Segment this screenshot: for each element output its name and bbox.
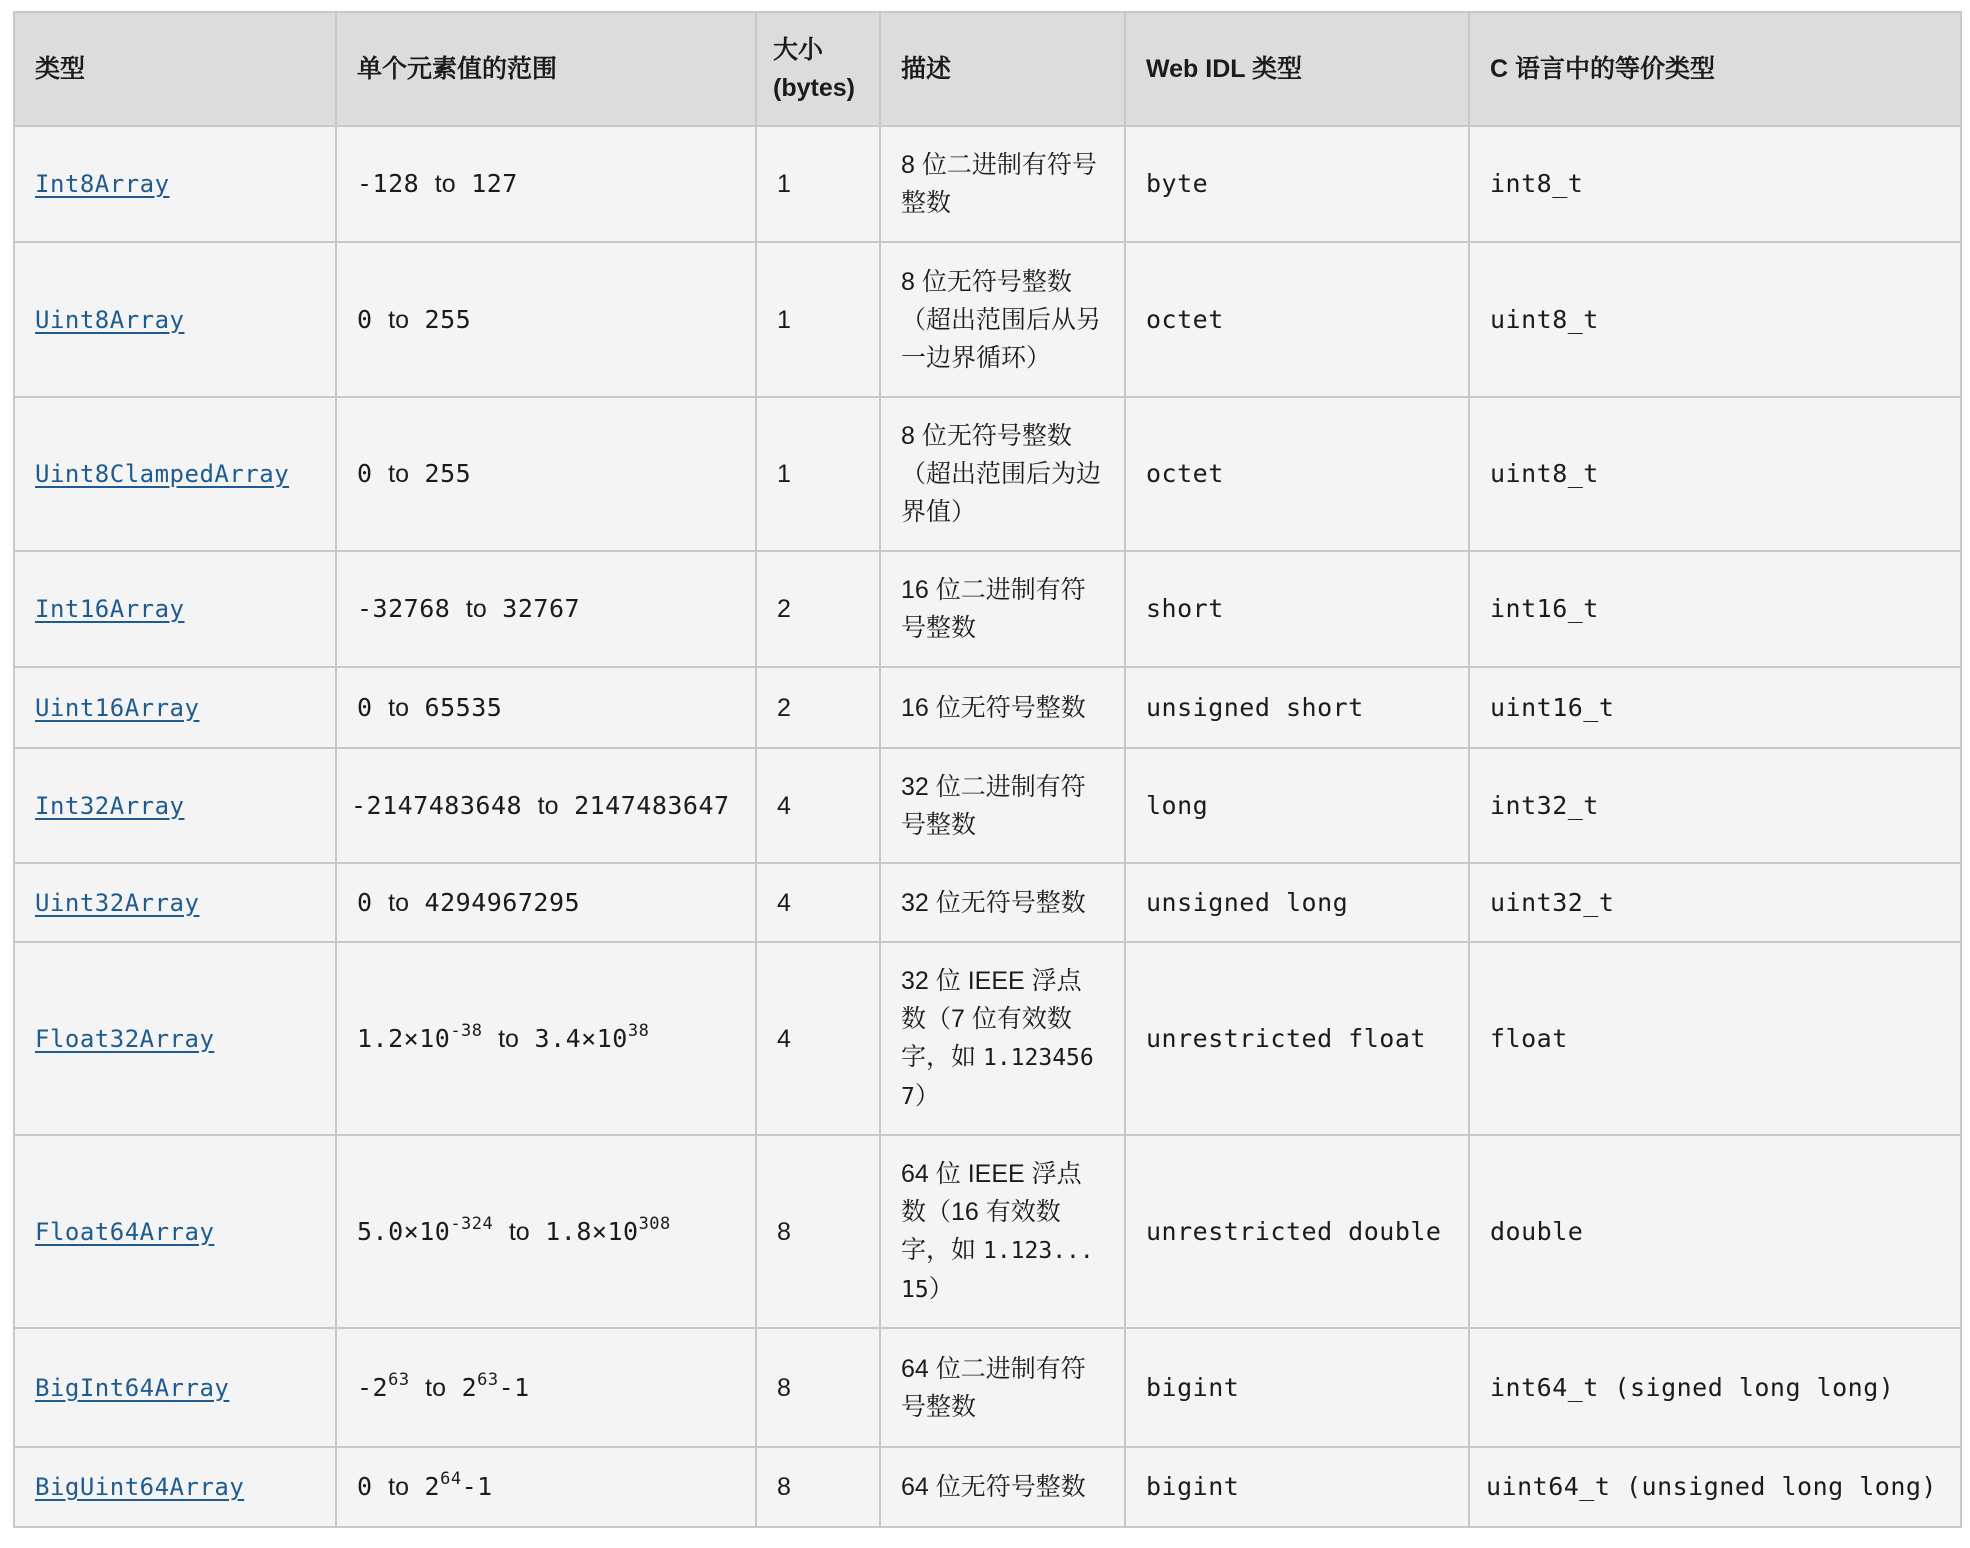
- range-cell: [336, 1135, 756, 1328]
- description-cell: 64 位无符号整数: [880, 1447, 1125, 1527]
- webidl-cell: octet: [1125, 397, 1469, 551]
- range-min: -128: [357, 169, 420, 198]
- size-cell: 8: [756, 1447, 880, 1527]
- range-max-exp: 308: [638, 1213, 671, 1234]
- type-link-uint32array[interactable]: Uint32Array: [35, 888, 200, 917]
- type-link-uint16array[interactable]: Uint16Array: [35, 693, 200, 722]
- description-cell: 32 位无符号整数: [880, 863, 1125, 942]
- range-min: 0: [357, 304, 373, 334]
- type-cell: [14, 942, 336, 1135]
- c-type-cell: int64_t (signed long long): [1469, 1328, 1961, 1447]
- webidl-cell: unsigned short: [1125, 667, 1469, 748]
- description-example: 1.123...15: [901, 1237, 1094, 1303]
- size-cell: 4: [756, 863, 880, 942]
- range-to: to: [537, 791, 559, 820]
- table-row: [14, 126, 1961, 242]
- description-cell: 16 位二进制有符号整数: [880, 551, 1125, 667]
- c-type-cell: int32_t: [1469, 748, 1961, 863]
- c-type-cell: float: [1469, 942, 1961, 1135]
- range-min: 0: [357, 692, 373, 722]
- range-min: 0: [357, 1472, 373, 1501]
- range-min: 0: [357, 459, 373, 488]
- c-type-cell: uint32_t: [1469, 863, 1961, 942]
- range-max-exp: 63: [477, 1369, 499, 1390]
- range-to: to: [465, 595, 487, 623]
- size-cell: 4: [756, 748, 880, 863]
- description-cell: [880, 1135, 1125, 1328]
- webidl-cell: octet: [1125, 242, 1469, 397]
- range-cell: [336, 1447, 756, 1527]
- size-cell: 2: [756, 667, 880, 748]
- size-cell: 8: [756, 1135, 880, 1328]
- c-type-cell: uint64_t (unsigned long long): [1469, 1447, 1961, 1527]
- type-cell: [14, 1135, 336, 1328]
- range-max-base: 3.4×10: [534, 1023, 628, 1053]
- range-max: 32767: [502, 594, 581, 623]
- range-max: 255: [424, 459, 472, 488]
- range-max-exp: 38: [627, 1020, 650, 1041]
- description-text: 32 位 IEEE 浮点数（7 位有效数字，如: [901, 966, 1082, 1071]
- description-close: ）: [914, 1081, 940, 1110]
- typed-array-table: [13, 11, 1962, 1528]
- range-max-base: 1.8×10: [545, 1216, 639, 1246]
- range-to: to: [434, 170, 456, 198]
- range-cell: [336, 126, 756, 242]
- range-min: 0: [357, 887, 373, 917]
- size-cell: 1: [756, 397, 880, 551]
- size-cell: 1: [756, 242, 880, 397]
- description-cell: 16 位无符号整数: [880, 667, 1125, 748]
- type-link-int16array[interactable]: Int16Array: [35, 595, 185, 623]
- range-max: 65535: [424, 692, 503, 722]
- type-cell: [14, 667, 336, 748]
- table-row: [14, 551, 1961, 667]
- range-to: to: [425, 1373, 447, 1402]
- description-cell: [880, 942, 1125, 1135]
- range-max-suffix: -1: [461, 1472, 493, 1501]
- table-row: [14, 1447, 1961, 1527]
- webidl-cell: byte: [1125, 126, 1469, 242]
- type-cell: [14, 748, 336, 863]
- header-webidl: Web IDL 类型: [1125, 12, 1469, 126]
- range-cell: [336, 942, 756, 1135]
- range-min-exp: -324: [450, 1213, 494, 1234]
- header-type: 类型: [14, 12, 336, 126]
- header-c-type: C 语言中的等价类型: [1469, 12, 1961, 126]
- c-type-cell: uint8_t: [1469, 397, 1961, 551]
- range-cell: [336, 748, 756, 863]
- type-cell: [14, 1447, 336, 1527]
- range-cell: [336, 242, 756, 397]
- description-close: ）: [928, 1274, 954, 1303]
- type-cell: [14, 863, 336, 942]
- type-link-bigint64array[interactable]: BigInt64Array: [35, 1373, 230, 1402]
- range-max: 2147483647: [574, 790, 730, 820]
- webidl-cell: unsigned long: [1125, 863, 1469, 942]
- webidl-cell: unrestricted float: [1125, 942, 1469, 1135]
- range-to: to: [498, 1024, 519, 1053]
- table-row: [14, 748, 1961, 863]
- type-link-int8array[interactable]: Int8Array: [35, 170, 170, 198]
- size-cell: 4: [756, 942, 880, 1135]
- type-cell: [14, 126, 336, 242]
- type-link-float32array[interactable]: Float32Array: [35, 1024, 215, 1053]
- table-row: [14, 667, 1961, 748]
- type-cell: [14, 1328, 336, 1447]
- description-text: 64 位 IEEE 浮点数（16 有效数字，如: [901, 1159, 1082, 1264]
- header-range: 单个元素值的范围: [336, 12, 756, 126]
- range-to: to: [388, 460, 409, 488]
- webidl-cell: unrestricted double: [1125, 1135, 1469, 1328]
- c-type-cell: double: [1469, 1135, 1961, 1328]
- range-min-exp: -38: [450, 1020, 483, 1041]
- description-cell: 8 位二进制有符号整数: [880, 126, 1125, 242]
- range-cell: [336, 667, 756, 748]
- range-to: to: [388, 305, 409, 334]
- type-cell: [14, 242, 336, 397]
- type-cell: [14, 551, 336, 667]
- c-type-cell: uint16_t: [1469, 667, 1961, 748]
- header-description: 描述: [880, 12, 1125, 126]
- range-cell: [336, 397, 756, 551]
- c-type-cell: int8_t: [1469, 126, 1961, 242]
- range-max: 4294967295: [424, 887, 581, 917]
- table-row: [14, 397, 1961, 551]
- range-to: to: [388, 693, 409, 722]
- c-type-cell: int16_t: [1469, 551, 1961, 667]
- type-link-biguint64array[interactable]: BigUint64Array: [35, 1473, 245, 1501]
- range-max: 255: [424, 304, 472, 334]
- table-row: [14, 1135, 1961, 1328]
- range-cell: [336, 1328, 756, 1447]
- range-to: to: [388, 1473, 409, 1501]
- description-cell: 8 位无符号整数（超出范围后为边界值）: [880, 397, 1125, 551]
- type-cell: [14, 397, 336, 551]
- table-header-row: [14, 12, 1961, 126]
- webidl-cell: bigint: [1125, 1328, 1469, 1447]
- range-min-base: -2: [357, 1372, 389, 1402]
- description-example: 1.1234567: [901, 1044, 1094, 1110]
- range-min: -2147483648: [351, 790, 523, 820]
- type-link-uint8array[interactable]: Uint8Array: [35, 305, 185, 334]
- range-max-exp: 64: [440, 1468, 462, 1489]
- range-max: 127: [471, 169, 518, 198]
- webidl-cell: bigint: [1125, 1447, 1469, 1527]
- size-cell: 1: [756, 126, 880, 242]
- type-link-int32array[interactable]: Int32Array: [35, 791, 185, 820]
- table-row: [14, 242, 1961, 397]
- webidl-cell: short: [1125, 551, 1469, 667]
- range-cell: [336, 551, 756, 667]
- type-link-float64array[interactable]: Float64Array: [35, 1217, 215, 1246]
- range-min: -32768: [357, 594, 451, 623]
- c-type-cell: uint8_t: [1469, 242, 1961, 397]
- range-to: to: [508, 1217, 530, 1246]
- table-row: [14, 1328, 1961, 1447]
- range-max-base: 2: [461, 1372, 478, 1402]
- description-cell: 32 位二进制有符号整数: [880, 748, 1125, 863]
- description-cell: 64 位二进制有符号整数: [880, 1328, 1125, 1447]
- range-min-base: 5.0×10: [357, 1216, 451, 1246]
- type-link-uint8clampedarray[interactable]: Uint8ClampedArray: [35, 460, 290, 488]
- range-max-suffix: -1: [498, 1372, 530, 1402]
- table-row: [14, 863, 1961, 942]
- header-size: 大小 (bytes): [756, 12, 880, 126]
- description-cell: 8 位无符号整数（超出范围后从另一边界循环）: [880, 242, 1125, 397]
- webidl-cell: long: [1125, 748, 1469, 863]
- range-min-exp: 63: [388, 1369, 410, 1390]
- range-min-base: 1.2×10: [357, 1023, 451, 1053]
- table-row: [14, 942, 1961, 1135]
- range-cell: [336, 863, 756, 942]
- range-max-base: 2: [424, 1472, 441, 1501]
- size-cell: 8: [756, 1328, 880, 1447]
- range-to: to: [388, 888, 409, 917]
- size-cell: 2: [756, 551, 880, 667]
